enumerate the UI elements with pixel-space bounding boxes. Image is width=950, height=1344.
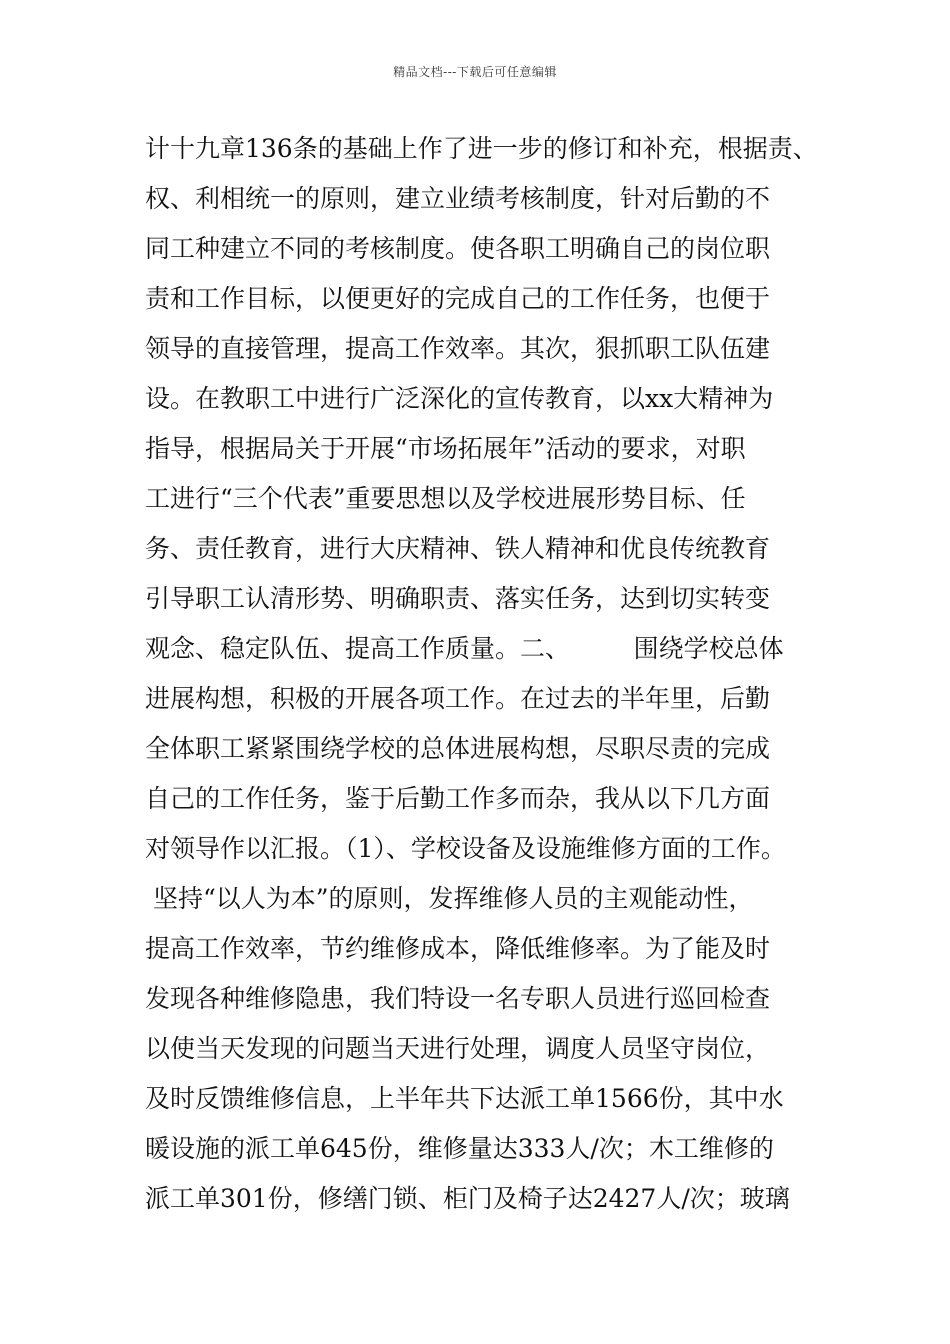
text-line: 观念、稳定队伍、提高工作质量。二、 围绕学校总体	[145, 634, 784, 663]
text-line: 引导职工认清形势、明确职责、落实任务，达到切实转变	[145, 584, 771, 613]
text-line: 坚持“以人为本”的原则，发挥维修人员的主观能动性，	[145, 884, 754, 913]
text-line: 派工单301份，修缮门锁、柜门及椅子达2427人/次；玻璃	[145, 1184, 790, 1213]
text-line: 提高工作效率，节约维修成本，降低维修率。为了能及时	[145, 934, 771, 963]
text-line: 同工种建立不同的考核制度。使各职工明确自己的岗位职	[145, 234, 771, 263]
text-line: 责和工作目标，以便更好的完成自己的工作任务，也便于	[145, 284, 771, 313]
text-line: 暖设施的派工单645份，维修量达333人/次；木工维修的	[145, 1134, 774, 1163]
text-line: 指导，根据局关于开展“市场拓展年”活动的要求，对职	[145, 434, 746, 463]
text-line: 自己的工作任务，鉴于后勤工作多而杂，我从以下几方面	[145, 784, 771, 813]
text-line: 进展构想，积极的开展各项工作。在过去的半年里，后勤	[145, 684, 771, 713]
text-line: 务、责任教育，进行大庆精神、铁人精神和优良传统教育	[145, 534, 771, 563]
page-header: 精品文档---下载后可任意编辑	[393, 65, 557, 79]
text-line: 发现各种维修隐患，我们特设一名专职人员进行巡回检查	[145, 984, 771, 1013]
text-line: 设。在教职工中进行广泛深化的宣传教育，以xx大精神为	[145, 384, 774, 413]
text-line: 全体职工紧紧围绕学校的总体进展构想，尽职尽责的完成	[145, 734, 771, 763]
text-line: 以使当天发现的问题当天进行处理，调度人员坚守岗位，	[145, 1034, 771, 1063]
text-line: 计十九章136条的基础上作了进一步的修订和补充，根据责、	[145, 134, 818, 163]
text-line: 对领导作以汇报。（1）、学校设备及设施维修方面的工作。	[145, 834, 786, 863]
text-line: 及时反馈维修信息，上半年共下达派工单1566份，其中水	[145, 1084, 784, 1113]
text-line: 领导的直接管理，提高工作效率。其次，狠抓职工队伍建	[145, 334, 771, 363]
text-line: 权、利相统一的原则，建立业绩考核制度，针对后勤的不	[145, 184, 771, 213]
text-line: 工进行“三个代表”重要思想以及学校进展形势目标、任	[145, 484, 746, 513]
